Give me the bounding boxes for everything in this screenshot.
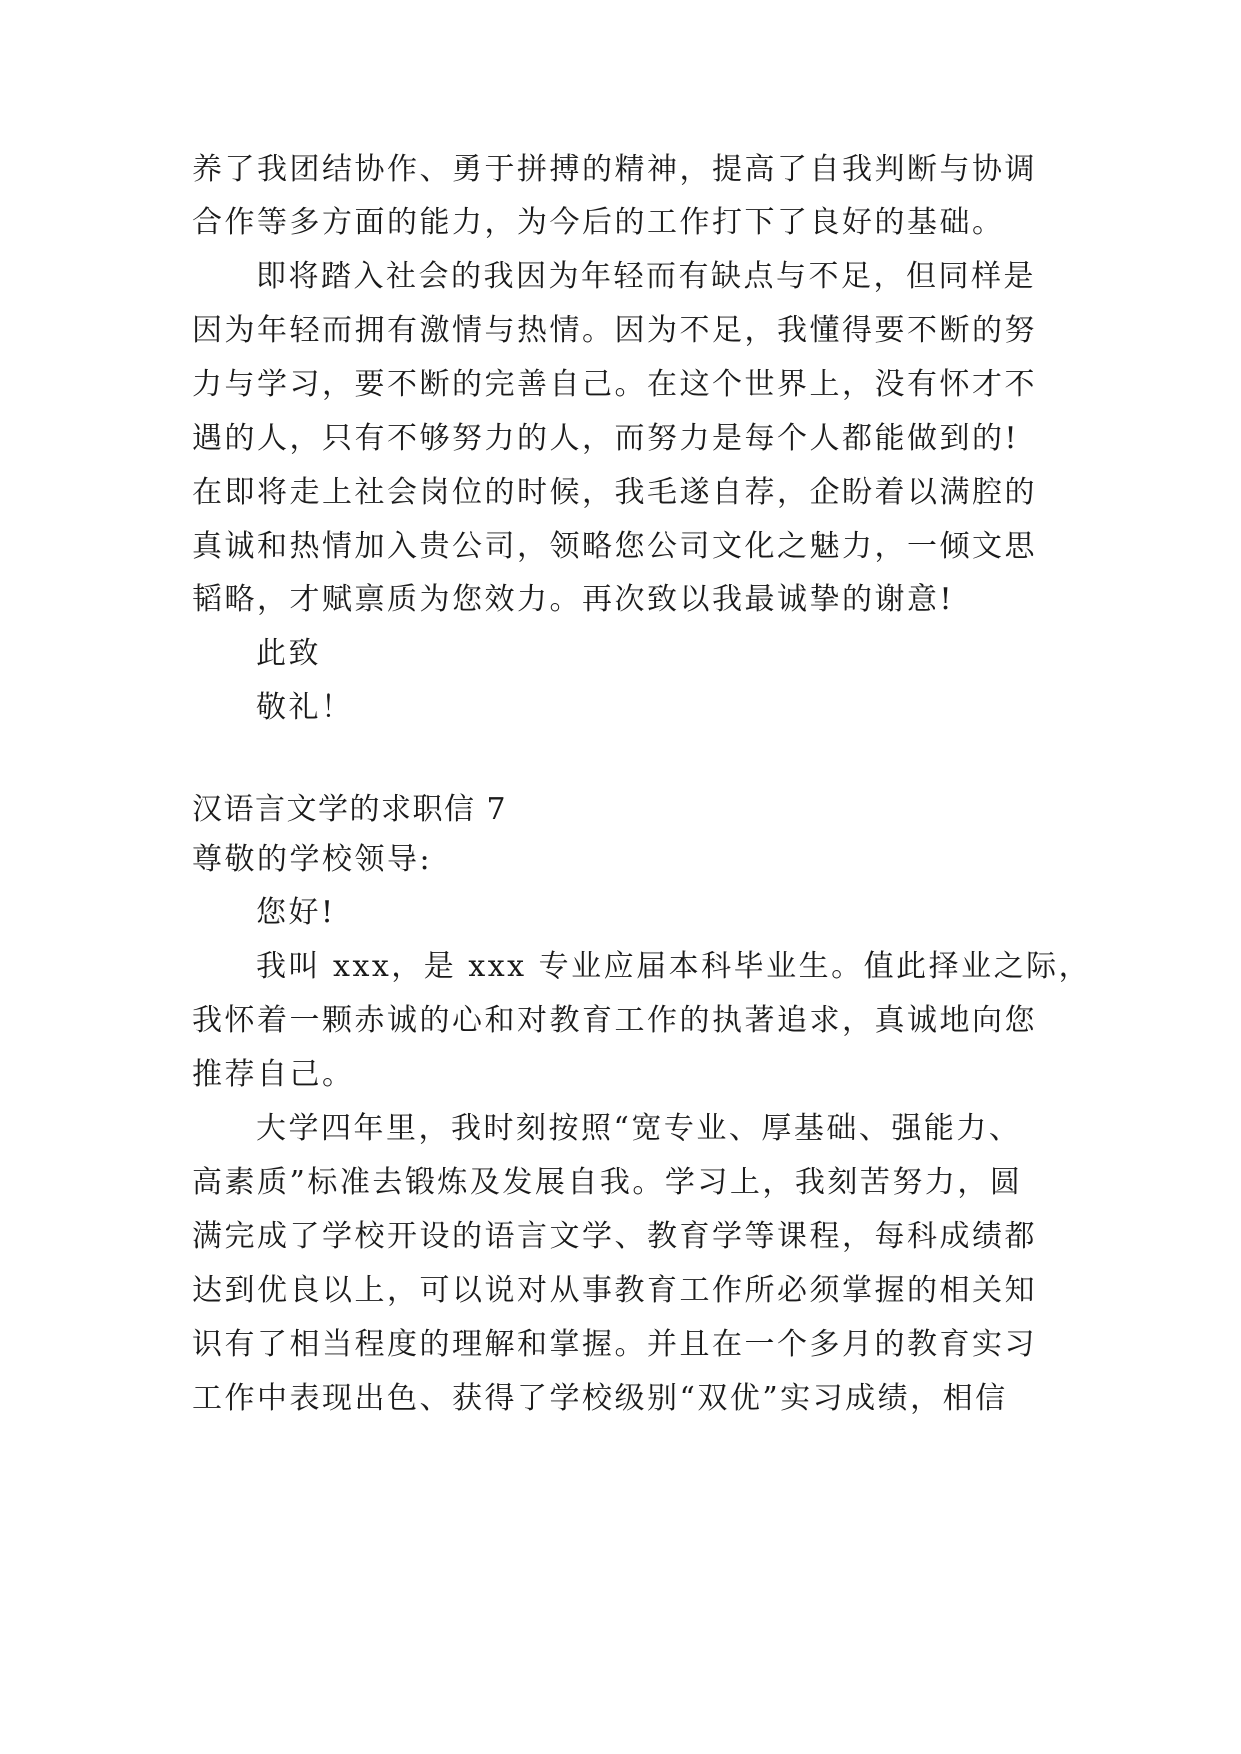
text-line: 识有了相当程度的理解和掌握。并且在一个多月的教育实习 — [192, 1327, 1037, 1362]
text-line: 我叫 xxx，是 xxx 专业应届本科毕业生。值此择业之际， — [256, 949, 1092, 984]
text-line: 达到优良以上，可以说对从事教育工作所必须掌握的相关知 — [192, 1273, 1037, 1308]
text-line: 工作中表现出色、获得了学校级别“双优”实习成绩，相信 — [192, 1381, 1008, 1416]
closing-salutation: 此致 — [256, 636, 321, 671]
text-line: 高素质”标准去锻炼及发展自我。学习上，我刻苦努力，圆 — [192, 1165, 1023, 1200]
text-line: 力与学习，要不断的完善自己。在这个世界上，没有怀才不 — [192, 367, 1037, 402]
closing-regards: 敬礼！ — [256, 690, 354, 725]
text-line: 满完成了学校开设的语言文学、教育学等课程，每科成绩都 — [192, 1219, 1037, 1254]
text-line: 因为年轻而拥有激情与热情。因为不足，我懂得要不断的努 — [192, 313, 1037, 348]
text-line: 真诚和热情加入贵公司，领略您公司文化之魅力，一倾文思 — [192, 529, 1037, 564]
text-line: 遇的人，只有不够努力的人，而努力是每个人都能做到的! — [192, 421, 1020, 456]
text-line: 在即将走上社会岗位的时候，我毛遂自荐，企盼着以满腔的 — [192, 475, 1037, 510]
text-line: 我怀着一颗赤诚的心和对教育工作的执著追求，真诚地向您 — [192, 1003, 1037, 1038]
text-line: 合作等多方面的能力，为今后的工作打下了良好的基础。 — [192, 205, 1005, 240]
text-line: 即将踏入社会的我因为年轻而有缺点与不足，但同样是 — [256, 259, 1036, 294]
text-line: 养了我团结协作、勇于拼搏的精神，提高了自我判断与协调 — [192, 152, 1037, 187]
text-line: 大学四年里，我时刻按照“宽专业、厚基础、强能力、 — [256, 1111, 1022, 1146]
greeting-recipient: 尊敬的学校领导: — [192, 842, 433, 877]
text-line: 推荐自己。 — [192, 1057, 355, 1092]
greeting: 您好! — [256, 895, 336, 930]
text-line: 韬略，才赋禀质为您效力。再次致以我最诚挚的谢意! — [192, 582, 955, 617]
section-title: 汉语言文学的求职信 7 — [192, 792, 508, 827]
